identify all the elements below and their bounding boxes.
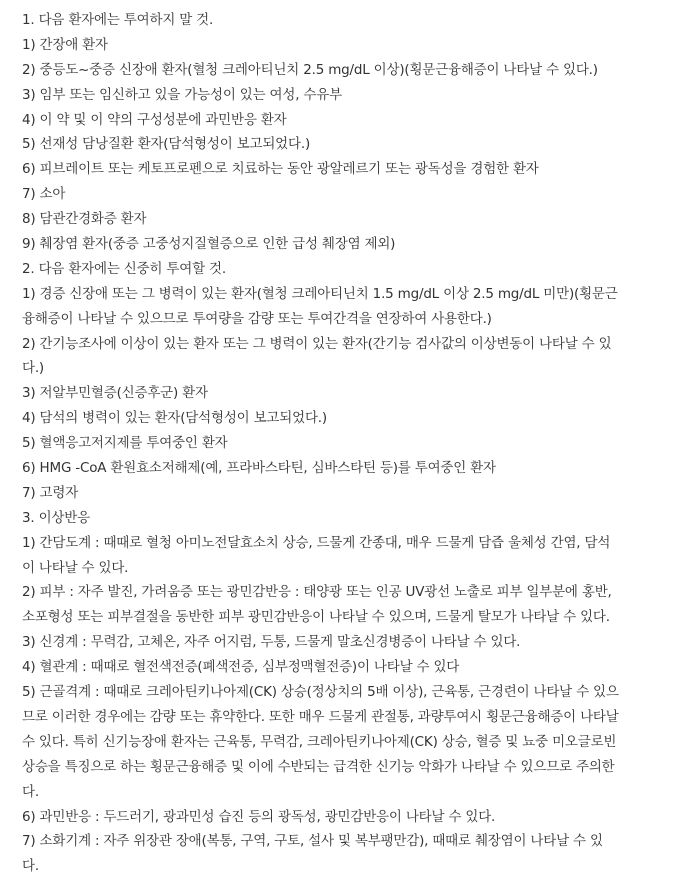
text-line: 5) 근골격계 : 때때로 크레아틴키나아제(CK) 상승(정상치의 5배 이상), 근육통, 근경련이 나타날 수 있으 [22,684,619,701]
section-heading-contraindications: 1. 다음 환자에는 투여하지 말 것. [22,12,214,28]
text-line: 1) 경증 신장애 또는 그 병력이 있는 환자(혈청 크레아티닌치 1.5 mg/dL 이상 2.5 mg/dL 미만)(횡문근 [22,285,618,302]
text-line: 4) 이 약 및 이 약의 구성성분에 과민반응 환자 [22,111,287,128]
text-line: 1) 간담도계 : 때때로 혈청 아미노전달효소치 상승, 드물게 간종대, 매우 드물게 담즙 울체성 간염, 담석 [22,534,611,551]
text-line: 6) 피브레이트 또는 케토프로펜으로 치료하는 동안 광알레르기 또는 광독성을 경험한 환자 [22,161,539,178]
text-line: 소포형성 또는 피부결절을 동반한 피부 광민감반응이 나타날 수 있으며, 드물게 탈모가 나타날 수 있다. [22,609,610,626]
text-line: 므로 이러한 경우에는 감량 또는 휴약한다. 또한 매우 드물게 관절통, 과량투여시 횡문근융해증이 나타날 [22,708,619,725]
text-line: 1) 간장애 환자 [22,36,108,53]
text-line: 3) 저알부민혈증(신증후군) 환자 [22,385,208,402]
text-line: 다. [22,858,39,875]
text-line: 다. [22,783,39,800]
text-line: 7) 소아 [22,186,66,203]
section-heading-careful-administration: 2. 다음 환자에는 신중히 투여할 것. [22,260,226,277]
text-line: 다.) [22,360,44,377]
text-line: 7) 고령자 [22,484,79,501]
text-line: 8) 담관간경화증 환자 [22,211,147,228]
text-line: 3) 신경계 : 무력감, 고체온, 자주 어지럼, 두통, 드물게 말초신경병증이 나타날 수 있다. [22,634,521,651]
text-line: 2) 중등도~중증 신장애 환자(혈청 크레아티닌치 2.5 mg/dL 이상)(횡문근융해증이 나타날 수 있다.) [22,61,598,78]
section-heading-adverse-reactions: 3. 이상반응 [22,509,90,526]
text-line: 상승을 특징으로 하는 횡문근융해증 및 이에 수반되는 급격한 신기능 악화가 나타날 수 있으므로 주의한 [22,758,615,775]
text-line: 이 나타날 수 있다. [22,559,129,576]
text-line: 융해증이 나타날 수 있으므로 투여량을 감량 또는 투여간격을 연장하여 사용한다.) [22,310,492,327]
text-line: 3) 임부 또는 임신하고 있을 가능성이 있는 여성, 수유부 [22,86,342,103]
text-line: 5) 혈액응고저지제를 투여중인 환자 [22,435,228,452]
text-line: 6) HMG -CoA 환원효소저해제(예, 프라바스타틴, 심바스타틴 등)를 투여중인 환자 [22,460,496,477]
text-line: 5) 선재성 담낭질환 환자(담석형성이 보고되었다.) [22,136,311,153]
text-line: 2) 피부 : 자주 발진, 가려움증 또는 광민감반응 : 태양광 또는 인공 UV광선 노출로 피부 일부분에 홍반, [22,584,612,601]
text-line: 4) 담석의 병력이 있는 환자(담석형성이 보고되었다.) [22,410,327,427]
text-line: 4) 혈관계 : 때때로 혈전색전증(폐색전증, 심부정맥혈전증)이 나타날 수 있다 [22,659,460,676]
text-line: 7) 소화기계 : 자주 위장관 장애(복통, 구역, 구토, 설사 및 복부팽만감), 때때로 췌장염이 나타날 수 있 [22,833,603,850]
text-line: 수 있다. 특히 신기능장애 환자는 근육통, 무력감, 크레아틴키나아제(CK) 상승, 혈증 및 뇨중 미오글로빈 [22,733,617,750]
text-line: 9) 췌장염 환자(중증 고중성지질혈증으로 인한 급성 췌장염 제외) [22,236,396,253]
text-line: 2) 간기능조사에 이상이 있는 환자 또는 그 병력이 있는 환자(간기능 검사값의 이상변동이 나타날 수 있 [22,335,612,352]
text-line: 6) 과민반응 : 두드러기, 광과민성 습진 등의 광독성, 광민감반응이 나타날 수 있다. [22,808,496,825]
